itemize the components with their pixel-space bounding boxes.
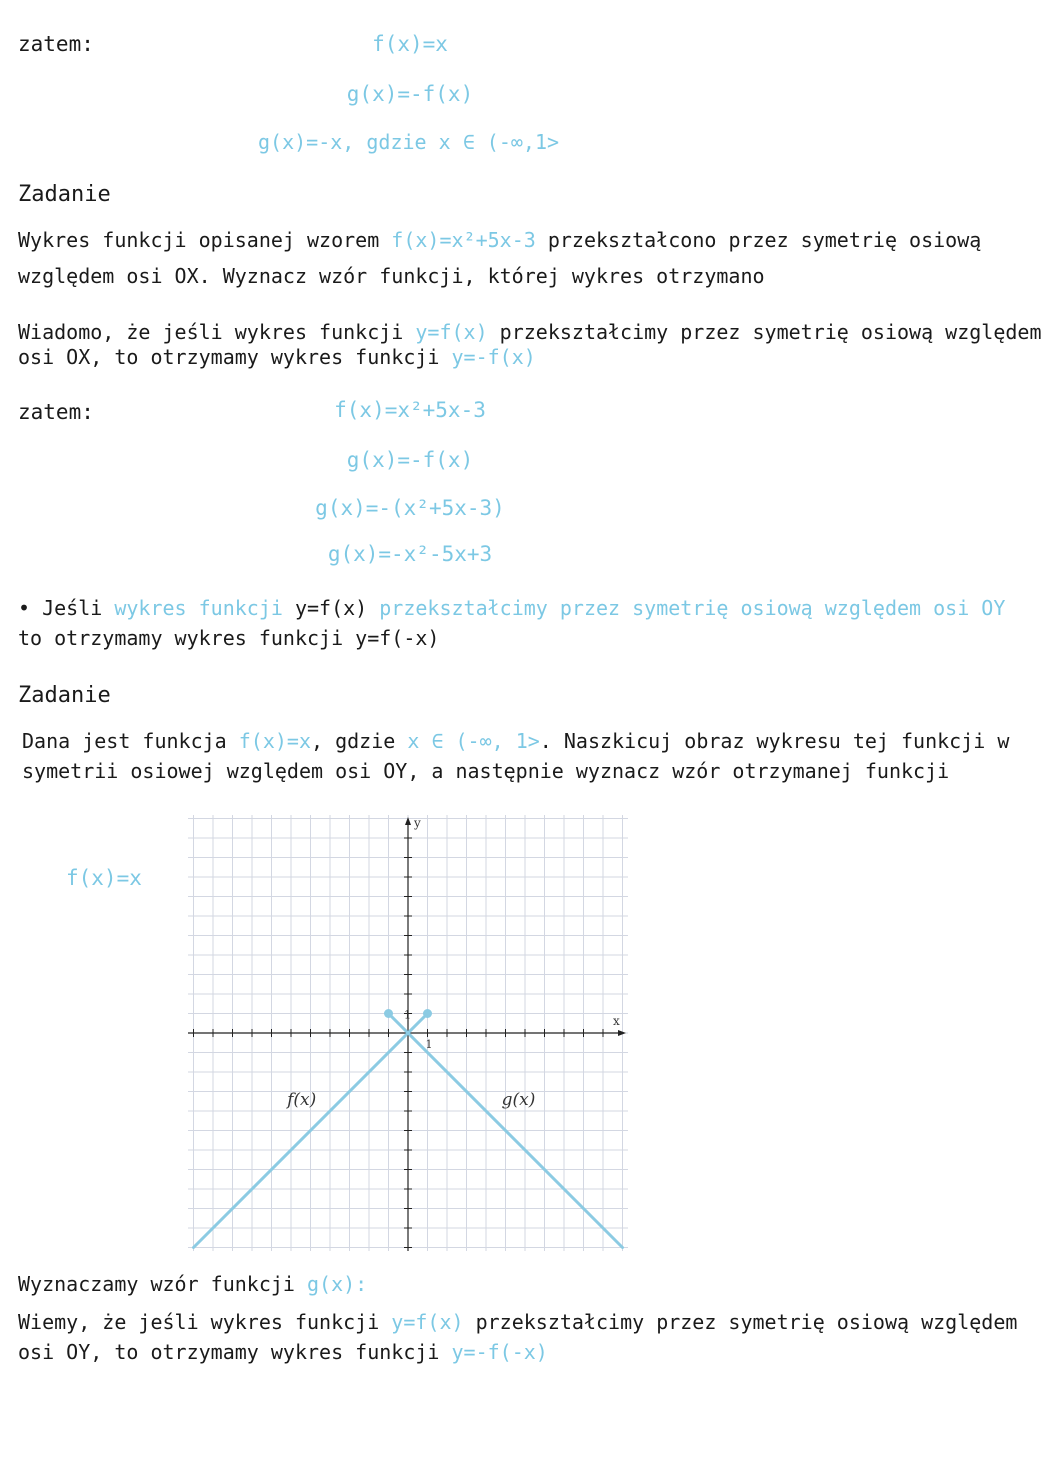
equation-1-3: g(x)=-x, gdzie x ∈ (-∞,1> <box>258 130 560 154</box>
explain1-line-2 <box>18 347 536 367</box>
equation-1-2: g(x)=-f(x) <box>346 82 474 106</box>
explain1-line-1 <box>18 322 1042 342</box>
y-tick-label-1: 1 <box>404 1008 411 1022</box>
side-function-label: f(x)=x <box>66 866 142 890</box>
equation-2-3: g(x)=-(x²+5x-3) <box>315 496 505 520</box>
equation-2-4: g(x)=-x²-5x+3 <box>327 542 493 566</box>
y-axis-label: y <box>414 816 421 830</box>
final-line-2 <box>18 1312 1017 1332</box>
final-line-1 <box>18 1274 367 1294</box>
rule-bullet: • Jeśli <box>18 596 115 620</box>
rule-dark-1: y=f(x) <box>294 596 380 620</box>
function-graph <box>188 815 628 1251</box>
zatem-label-1: zatem: <box>18 32 94 56</box>
final-text-c: przekształcimy przez symetrię osiową względem <box>463 1310 1018 1334</box>
task1-line-1 <box>18 230 981 250</box>
task2-text-c: . Naszkicuj obraz wykresu tej funkcji w <box>539 729 1010 753</box>
final-text-a: Wyznaczamy wzór funkcji <box>18 1272 307 1296</box>
equation-2-1: f(x)=x²+5x-3 <box>334 398 486 422</box>
task2-line-2: symetrii osiowej względem osi OY, a następnie wyznacz wzór otrzymanej funkcji <box>22 759 950 783</box>
equation-1-1: f(x)=x <box>372 32 448 56</box>
final-formula-3: y=-f(-x) <box>451 1340 548 1364</box>
task1-line-1-text-a: Wykres funkcji opisanej wzorem <box>18 228 392 252</box>
final-text-d: osi OY, to otrzymamy wykres funkcji <box>18 1340 452 1364</box>
explain1-text-c: osi OX, to otrzymamy wykres funkcji <box>18 345 452 369</box>
task2-function: f(x)=x <box>238 729 311 753</box>
task-heading-2: Zadanie <box>18 683 111 708</box>
zatem-label-2: zatem: <box>18 400 94 424</box>
final-formula-1: g(x): <box>306 1272 368 1296</box>
rule-blue-1: wykres funkcji <box>114 596 295 620</box>
explain1-text-b: przekształcimy przez symetrię osiową względem <box>487 320 1042 344</box>
final-text-b: Wiemy, że jeśli wykres funkcji <box>18 1310 392 1334</box>
task2-domain: x ∈ (-∞, 1> <box>407 729 540 753</box>
g-series-label: g(x) <box>501 1090 536 1111</box>
rule-line-2: to otrzymamy wykres funkcji y=f(-x) <box>18 626 440 650</box>
task1-line-1-text-b: przekształcono przez symetrię osiową <box>535 228 982 252</box>
series-endpoint-g <box>384 1009 393 1018</box>
task-heading-1: Zadanie <box>18 182 111 207</box>
rule-line-1 <box>18 598 1005 618</box>
final-line-3 <box>18 1342 548 1362</box>
rule-blue-2: przekształcimy przez symetrię osiową względem osi OY <box>379 596 1006 620</box>
equation-2-2: g(x)=-f(x) <box>346 448 474 472</box>
explain1-text-a: Wiadomo, że jeśli wykres funkcji <box>18 320 416 344</box>
final-formula-2: y=f(x) <box>391 1310 464 1334</box>
task1-formula: f(x)=x²+5x-3 <box>391 228 536 252</box>
explain1-formula-1: y=f(x) <box>415 320 488 344</box>
explain1-formula-2: y=-f(x) <box>451 345 536 369</box>
series-endpoint-f <box>423 1009 432 1018</box>
task2-text-b: , gdzie <box>311 729 408 753</box>
task2-text-a: Dana jest funkcja <box>22 729 239 753</box>
task2-line-1 <box>22 731 1009 751</box>
task1-line-2: względem osi OX. Wyznacz wzór funkcji, której wykres otrzymano <box>18 264 765 288</box>
x-tick-label-1: 1 <box>425 1038 433 1051</box>
f-series-label: f(x) <box>287 1090 317 1111</box>
x-axis-label: x <box>613 1014 620 1028</box>
